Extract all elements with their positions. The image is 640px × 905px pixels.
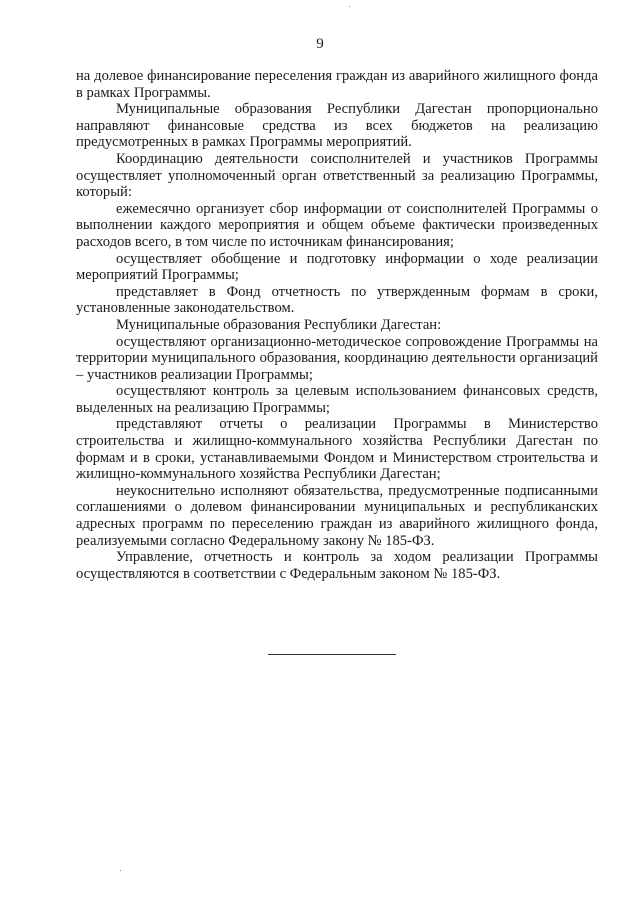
paragraph-summary-info: осуществляет обобщение и подготовку информации о ходе реализации мероприятий Программы; (76, 250, 598, 284)
paragraph-obligations: неукоснительно исполняют обязательства, предусмотренные подписанными соглашениями о долевом финансировании муниципальных и республиканских адресных программ по переселению граждан из аварийного жилищного фонда, реализуемыми согласно Федеральному закону № 185-ФЗ. (76, 482, 598, 549)
paragraph-continuation: на долевое финансирование переселения граждан из аварийного жилищного фонда в рамках Программы. (76, 68, 598, 101)
paragraph-municipal-funding: Муниципальные образования Республики Дагестан пропорционально направляют финансовые средства из всех бюджетов на реализацию предусмотренных в рамках Программы мероприятий. (76, 101, 598, 151)
paragraph-reports-ministry: представляют отчеты о реализации Программы в Министерство строительства и жилищно-коммунального хозяйства Республики Дагестан по формам и в сроки, устанавливаемыми Фондом и Министерством строительства и жилищно-коммунального хозяйства Республики Дагестан; (76, 416, 598, 483)
paragraph-coordination: Координацию деятельности соисполнителей и участников Программы осуществляет уполномоченный орган ответственный за реализацию Программы, который: (76, 150, 598, 201)
scan-speck (349, 6, 350, 7)
paragraph-management-control: Управление, отчетность и контроль за ходом реализации Программы осуществляются в соответствии с Федеральным законом № 185-ФЗ. (76, 549, 598, 582)
scan-speck (120, 870, 121, 871)
paragraph-reporting-fund: представляет в Фонд отчетность по утвержденным формам в сроки, установленные законодательством. (76, 283, 598, 317)
document-body (76, 68, 598, 582)
paragraph-municipalities-heading: Муниципальные образования Республики Дагестан: (116, 316, 442, 333)
paragraph-methodical-support: осуществляют организационно-методическое сопровождение Программы на территории муниципального образования, координацию деятельности организаций – участников реализации Программы; (76, 333, 598, 383)
page-number: 9 (316, 36, 324, 52)
end-divider-line (268, 654, 396, 655)
paragraph-funds-control: осуществляют контроль за целевым использованием финансовых средств, выделенных на реализацию Программы; (76, 383, 598, 416)
paragraph-monthly-collection: ежемесячно организует сбор информации от соисполнителей Программы о выполнении каждого мероприятия и общем объеме фактически произведенных расходов всего, в том числе по источникам финансирования; (76, 200, 598, 250)
